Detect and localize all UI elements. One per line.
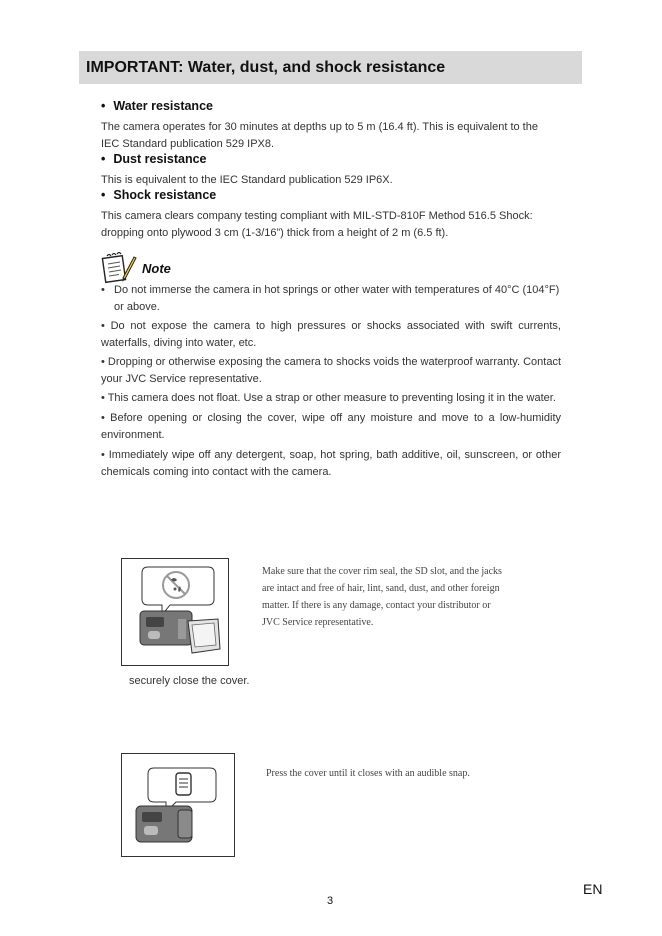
camera-inspect-figure [121, 558, 229, 666]
figure1-caption: securely close the cover. [129, 675, 250, 687]
note-item-4: • This camera does not float. Use a strap or other measure to preventing losing it in the water. [101, 392, 556, 404]
language-label: EN [583, 881, 603, 897]
water-resistance-text: The camera operates for 30 minutes at depths up to 5 m (16.4 ft). This is equivalent to the IEC Standard publication 529 IPX8. [101, 121, 538, 150]
heading-water-resistance: • Water resistance [101, 99, 213, 113]
note-item-6: • Immediately wipe off any detergent, soap, hot spring, bath additive, oil, sunscreen, or other chemicals coming into contact with the camera. [101, 449, 561, 478]
figure2-description: Press the cover until it closes with an audible snap. [266, 768, 470, 779]
heading-dust-resistance: • Dust resistance [101, 152, 207, 166]
page-number: 3 [327, 895, 334, 907]
note-item-5: • Before opening or closing the cover, wipe off any moisture and move to a low-humidity environment. [101, 412, 561, 441]
camera-open-cover-illustration [122, 559, 228, 665]
shock-resistance-text: This camera clears company testing compliant with MIL-STD-810F Method 516.5 Shock: dropping onto plywood 3 cm (1-3/16”) thick from a height of 2 m (6.5 ft). [101, 210, 533, 239]
camera-close-figure [121, 753, 235, 857]
dust-resistance-text: This is equivalent to the IEC Standard publication 529 IP6X. [101, 174, 393, 186]
figure1-description: Make sure that the cover rim seal, the SD slot, and the jacks are intact and free of hair, lint, sand, dust, and other foreign matter. If there is any damage, contact your distributor or JVC Service representative. [262, 566, 502, 628]
section-header [79, 51, 582, 84]
note-item-1: • Do not immerse the camera in hot springs or other water with temperatures of 40°C (104°F) or above. [101, 284, 560, 313]
camera-closed-cover-illustration [122, 754, 234, 856]
note-item-2: • Do not expose the camera to high pressures or shocks associated with swift currents, waterfalls, diving into water, etc. [101, 320, 561, 349]
page-title: IMPORTANT: Water, dust, and shock resistance [86, 59, 446, 76]
note-title: Note [142, 261, 171, 276]
note-item-3: • Dropping or otherwise exposing the camera to shocks voids the waterproof warranty. Contact your JVC Service representative. [101, 356, 561, 385]
heading-shock-resistance: • Shock resistance [101, 188, 217, 202]
note-notepad-icon [101, 252, 137, 284]
